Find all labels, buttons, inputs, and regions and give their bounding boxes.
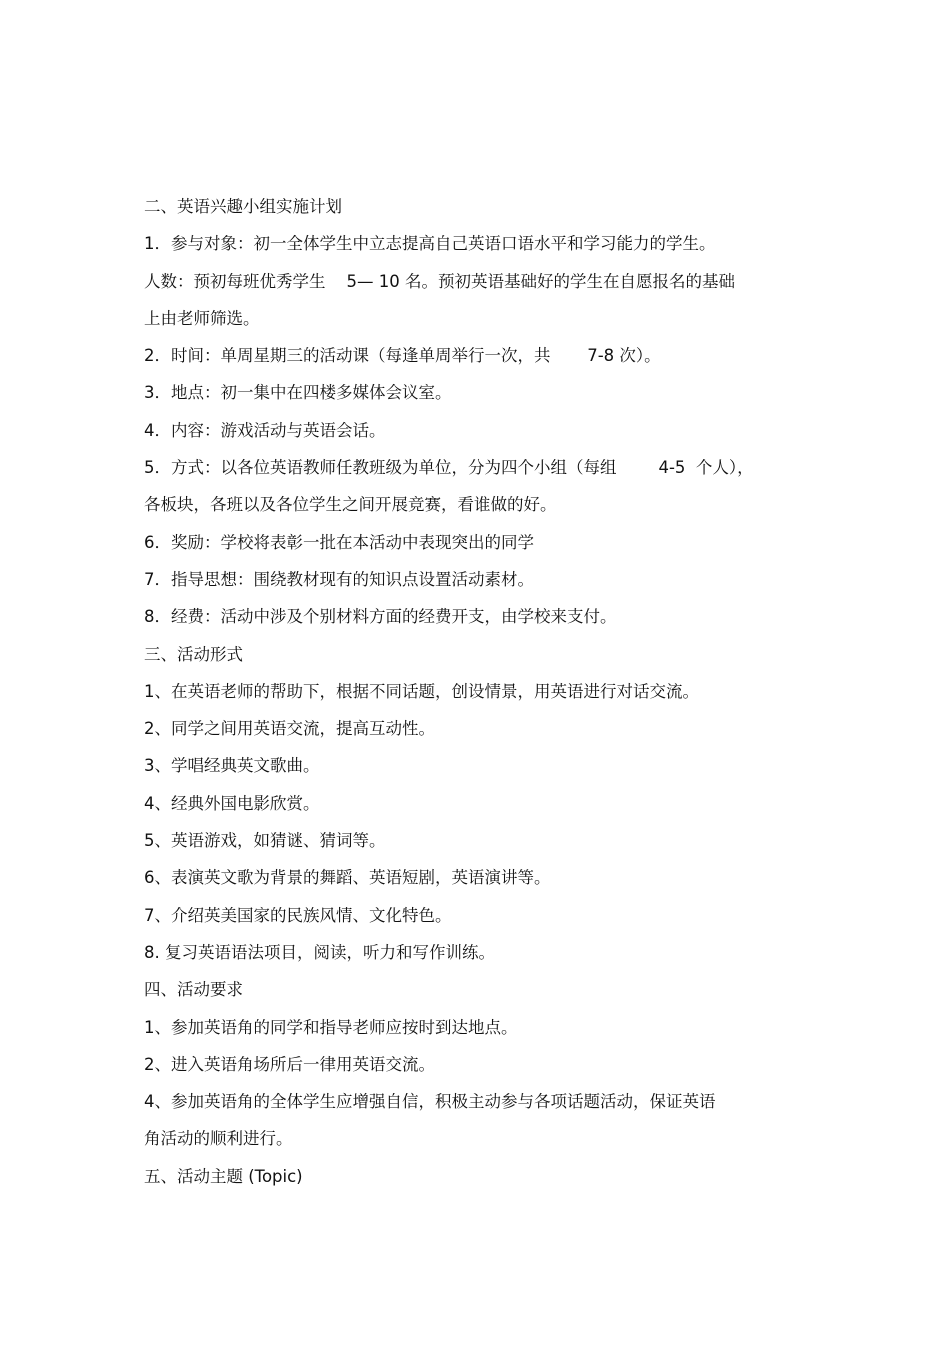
list-item: 角活动的顺利进行。	[144, 1129, 293, 1149]
paragraph-line: 人数：预初每班优秀学生 5— 10 名。预初英语基础好的学生在自愿报名的基础	[144, 271, 735, 291]
list-item: 5、英语游戏，如猜谜、猜词等。	[144, 831, 386, 851]
list-item: 4、参加英语角的全体学生应增强自信，积极主动参与各项话题活动，保证英语	[144, 1092, 716, 1112]
paragraph-line: 8．经费：活动中涉及个别材料方面的经费开支，由学校来支付。	[144, 607, 617, 627]
paragraph-line: 2．时间：单周星期三的活动课（每逢单周举行一次，共 7-8 次）。	[144, 346, 661, 366]
list-item: 4、经典外国电影欣赏。	[144, 793, 320, 813]
section-heading: 四、活动要求	[144, 980, 243, 1000]
list-item: 2、同学之间用英语交流，提高互动性。	[144, 719, 435, 739]
paragraph-line: 6．奖励：学校将表彰一批在本活动中表现突出的同学	[144, 532, 534, 552]
paragraph-line: 7．指导思想：围绕教材现有的知识点设置活动素材。	[144, 569, 534, 589]
paragraph-line: 3．地点：初一集中在四楼多媒体会议室。	[144, 383, 452, 403]
list-item: 7、介绍英美国家的民族风情、文化特色。	[144, 905, 452, 925]
section-heading: 五、活动主题 (Topic)	[144, 1166, 303, 1186]
section-heading: 二、英语兴趣小组实施计划	[144, 197, 342, 216]
paragraph-line: 1．参与对象：初一全体学生中立志提高自己英语口语水平和学习能力的学生。	[144, 234, 716, 254]
paragraph-line: 各板块，各班以及各位学生之间开展竞赛，看谁做的好。	[144, 495, 557, 515]
paragraph-line: 上由老师筛选。	[144, 308, 260, 328]
document-body	[144, 188, 844, 1195]
list-item: 2、进入英语角场所后一律用英语交流。	[144, 1054, 435, 1074]
section-heading: 三、活动形式	[144, 644, 243, 664]
list-item: 1、参加英语角的同学和指导老师应按时到达地点。	[144, 1017, 518, 1037]
list-item: 3、学唱经典英文歌曲。	[144, 756, 320, 776]
paragraph-line: 4．内容：游戏活动与英语会话。	[144, 420, 386, 440]
list-item: 6、表演英文歌为背景的舞蹈、英语短剧，英语演讲等。	[144, 868, 551, 888]
list-item: 1、在英语老师的帮助下，根据不同话题，创设情景，用英语进行对话交流。	[144, 681, 699, 701]
paragraph-line: 5．方式：以各位英语教师任教班级为单位，分为四个小组（每组 4-5 个人），	[144, 458, 754, 478]
list-item: 8. 复习英语语法项目，阅读，听力和写作训练。	[144, 942, 495, 962]
